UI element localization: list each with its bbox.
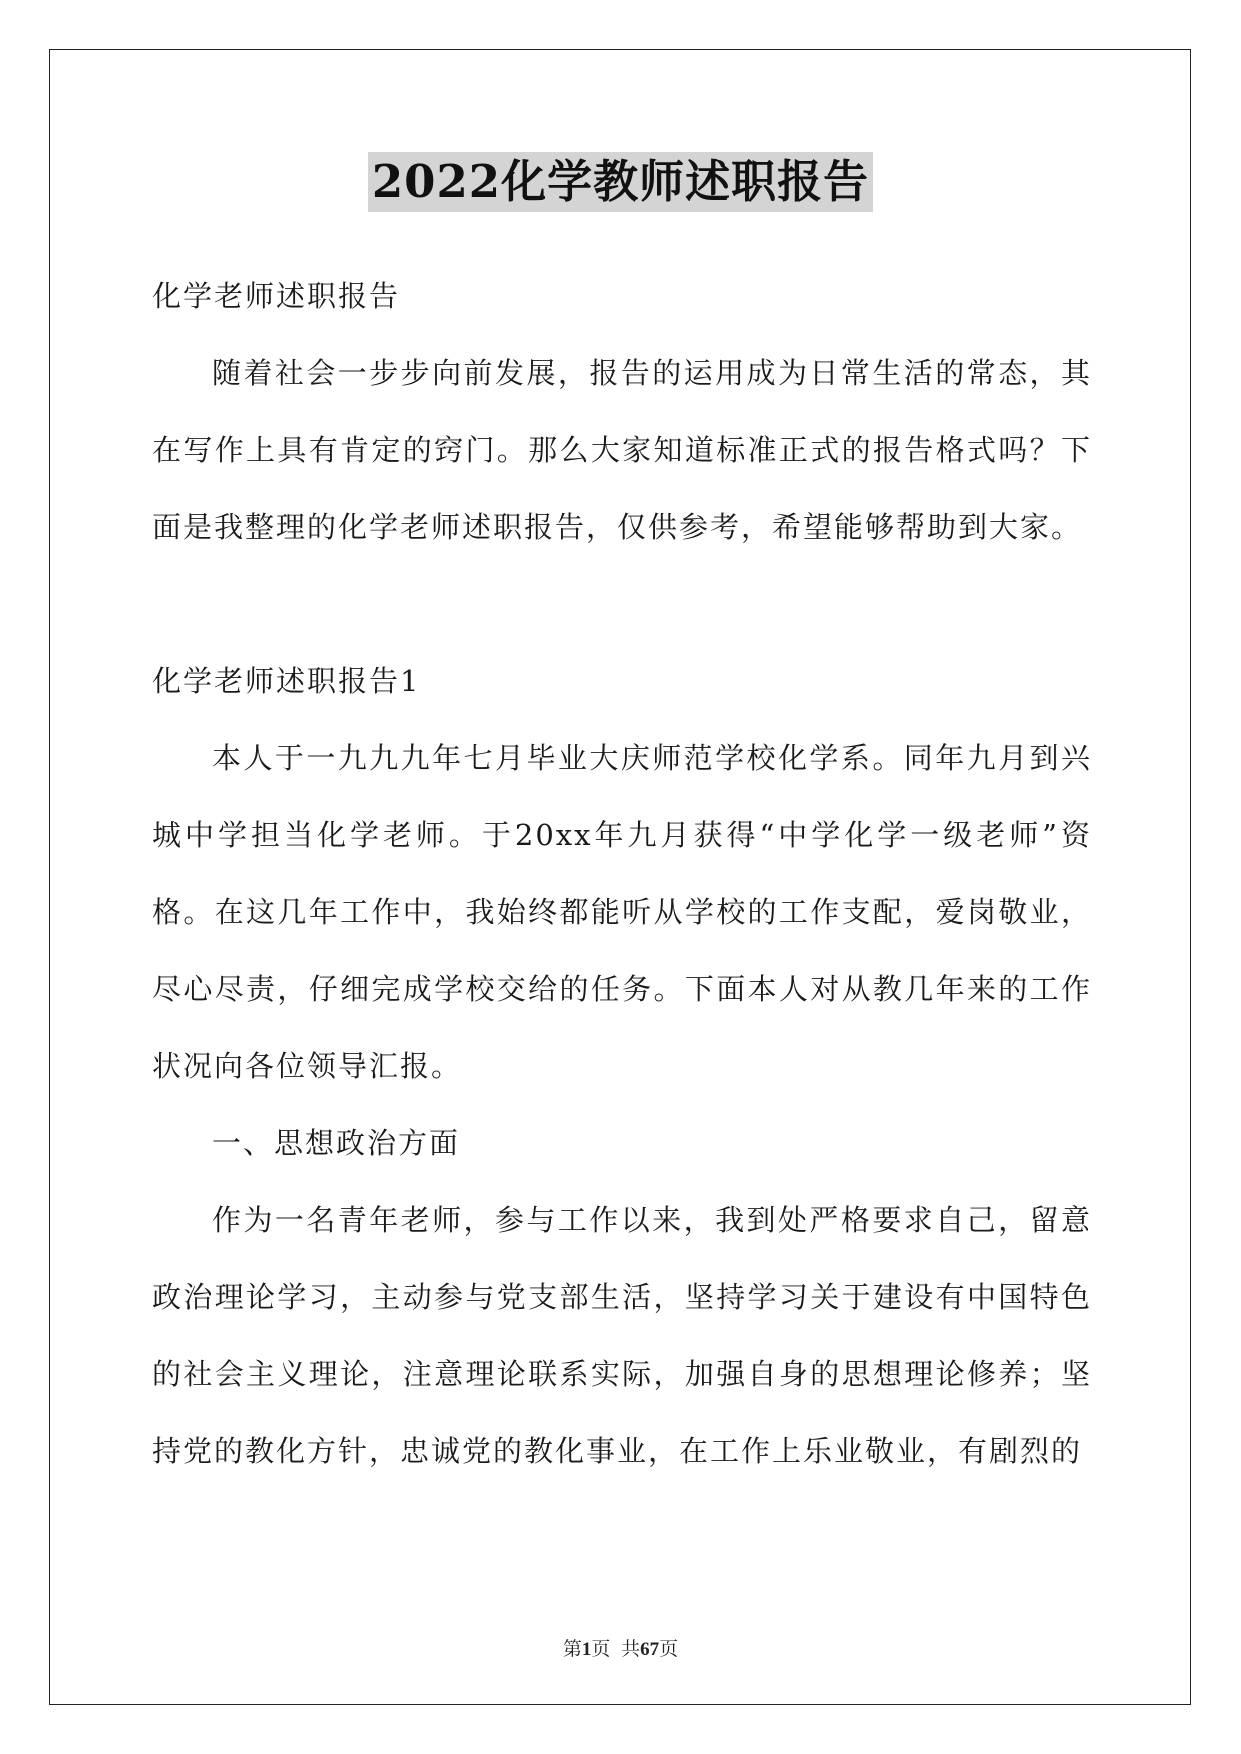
footer-total-suffix: 页 xyxy=(659,1639,679,1660)
footer-page-suffix: 页 xyxy=(591,1639,611,1660)
intro-paragraph: 随着社会一步步向前发展，报告的运用成为日常生活的常态，其在写作上具有肯定的窍门。那么大家知道标准正式的报告格式吗？下面是我整理的化学老师述职报告，仅供参考，希望能够帮助到大家。 xyxy=(152,356,1092,544)
footer-prefix: 第 xyxy=(562,1639,582,1660)
document-body xyxy=(152,258,1092,1490)
section-title: 化学老师述职报告1 xyxy=(152,664,421,698)
title-container xyxy=(0,152,1241,212)
paragraph-1: 本人于一九九九年七月毕业大庆师范学校化学系。同年九月到兴城中学担当化学老师。于20xx年九月获得“中学化学一级老师”资格。在这几年工作中，我始终都能听从学校的工作支配，爱岗敬业，尽心尽责，仔细完成学校交给的任务。下面本人对从教几年来的工作状况向各位领导汇报。 xyxy=(152,741,1092,1083)
total-pages: 67 xyxy=(640,1639,660,1660)
paragraph-2: 作为一名青年老师，参与工作以来，我到处严格要求自己，留意政治理论学习，主动参与党支部生活，坚持学习关于建设有中国特色的社会主义理论，注意理论联系实际，加强自身的思想理论修养；坚持党的教化方针，忠诚党的教化事业，在工作上乐业敬业，有剧烈的 xyxy=(152,1203,1092,1468)
subtitle: 化学老师述职报告 xyxy=(152,279,401,313)
footer-total-prefix: 共 xyxy=(621,1639,641,1660)
page-number: 1 xyxy=(581,1639,592,1660)
spacer xyxy=(152,566,1092,643)
page-footer xyxy=(0,1634,1241,1661)
document-title: 2022化学教师述职报告 xyxy=(368,152,873,212)
heading-thought-politics: 一、思想政治方面 xyxy=(212,1126,461,1160)
